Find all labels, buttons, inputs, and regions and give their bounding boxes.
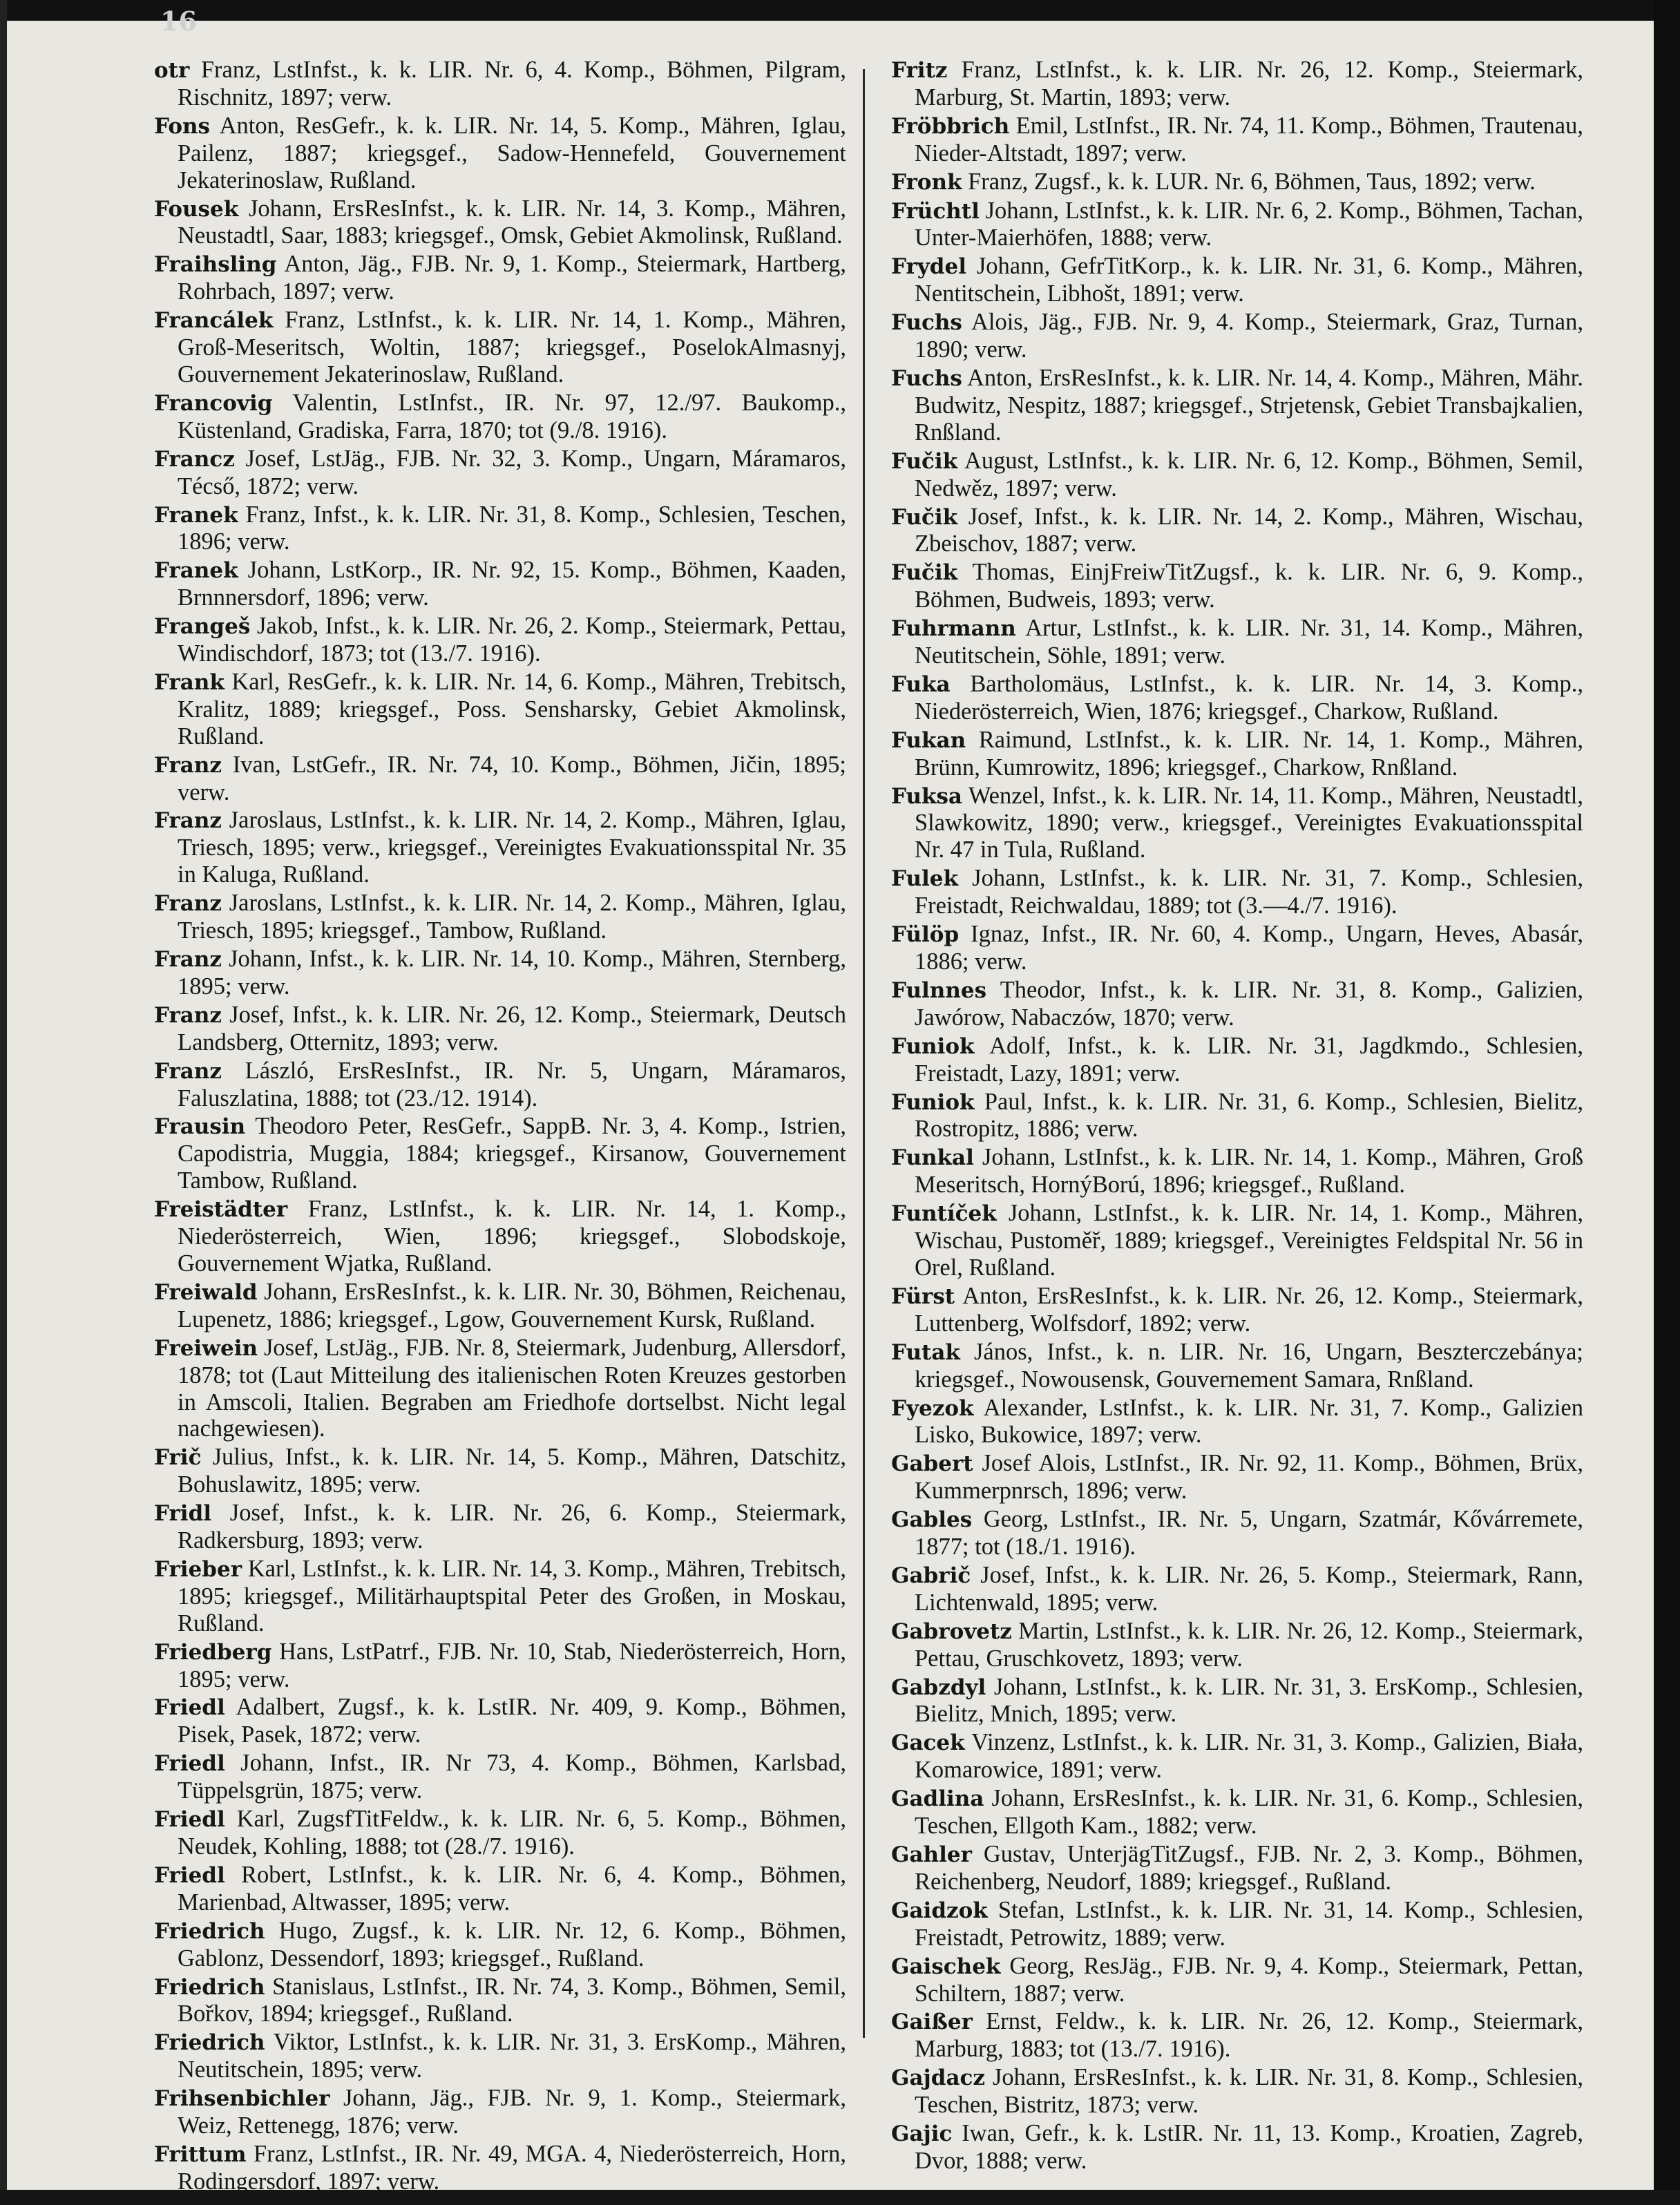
entry-details: Franz, LstInfst., k. k. LIR. Nr. 26, 12. Komp., Steiermark, Marburg, St. Martin, 1893; verw.: [915, 57, 1584, 111]
register-entry: [891, 253, 1583, 307]
register-entry: [154, 1694, 846, 1748]
entry-surname: Friedberg: [154, 1639, 272, 1665]
entry-details: Viktor, LstInfst., k. k. LIR. Nr. 31, 3. ErsKomp., Mähren, Neutitschein, 1895; verw.: [178, 2029, 846, 2083]
entry-details: Josef Alois, LstInfst., IR. Nr. 92, 11. Komp., Böhmen, Brüx, Kummerpnrsch, 1896; verw.: [915, 1450, 1584, 1505]
entry-details: Karl, ResGefr., k. k. LIR. Nr. 14, 6. Komp., Mähren, Trebitsch, Kralitz, 1889; kriegsgef., Poss. Sensharsky, Gebiet Akmolinsk, Rußland.: [178, 668, 846, 750]
entry-surname: Freiwald: [154, 1279, 258, 1305]
entry-details: Johann, LstInfst., k. k. LIR. Nr. 14, 1. Komp., Mähren, Groß Meseritsch, HornýBorú, 1896; kriegsgef., Rußland.: [915, 1144, 1583, 1199]
register-entry: [891, 1618, 1583, 1672]
entry-surname: Futak: [891, 1339, 960, 1365]
entry-surname: Franz: [154, 752, 222, 778]
entry-surname: Fulnnes: [891, 977, 987, 1003]
register-entry: [891, 783, 1583, 864]
entry-surname: Fons: [154, 113, 210, 139]
entry-surname: Gaidzok: [891, 1898, 988, 1923]
entry-surname: Frittum: [154, 2141, 247, 2167]
entry-surname: Franz: [154, 947, 222, 972]
entry-details: Johann, Infst., k. k. LIR. Nr. 14, 10. Komp., Mähren, Sternberg, 1895; verw.: [178, 946, 846, 1000]
register-entry: [154, 446, 846, 500]
register-entry: [154, 1196, 846, 1277]
entry-details: Adolf, Infst., k. k. LIR. Nr. 31, Jagdkmdo., Schlesien, Freistadt, Lazy, 1891; verw.: [915, 1032, 1583, 1087]
entry-details: Martin, LstInfst., k. k. LIR. Nr. 26, 12. Komp., Steiermark, Pettau, Gruschkovetz, 1893; verw.: [915, 1617, 1584, 1672]
entry-details: Johann, LstInfst., k. k. LIR. Nr. 14, 1. Komp., Mähren, Wischau, Pustoměř, 1889; kriegsgef., Vereinigtes Feldspital Nr. 56 in Orel, Rußland.: [915, 1200, 1583, 1281]
entry-surname: Fuhrmann: [891, 616, 1016, 642]
entry-surname: Funiok: [891, 1089, 975, 1115]
register-entry: [891, 977, 1583, 1031]
entry-surname: Friedl: [154, 1695, 225, 1721]
entry-details: László, ErsResInfst., IR. Nr. 5, Ungarn, Máramaros, Faluszlatina, 1888; tot (23./12. 1914).: [178, 1057, 847, 1111]
left-column: [154, 57, 847, 2195]
entry-details: Jaroslans, LstInfst., k. k. LIR. Nr. 14, 2. Komp., Mähren, Iglau, Triesch, 1895; kriegsgef., Tambow, Rußland.: [178, 890, 846, 944]
entry-surname: Franz: [154, 1058, 222, 1084]
entry-details: Johann, Jäg., FJB. Nr. 9, 1. Komp., Steiermark, Weiz, Rettenegg, 1876; verw.: [178, 2085, 846, 2139]
register-entry: [154, 1918, 846, 1972]
entry-surname: Franek: [154, 502, 238, 528]
entry-details: Hans, LstPatrf., FJB. Nr. 10, Stab, Niederösterreich, Horn, 1895; verw.: [178, 1638, 847, 1692]
entry-surname: Fulek: [891, 866, 958, 892]
register-entry: [154, 2085, 846, 2139]
entry-details: Johann, ErsResInfst., k. k. LIR. Nr. 31, 6. Komp., Schlesien, Teschen, Ellgoth Kam., 1882; verw.: [915, 1785, 1584, 1840]
entry-details: Stefan, LstInfst., k. k. LIR. Nr. 31, 14. Komp., Schlesien, Freistadt, Petrowitz, 1889; verw.: [915, 1896, 1583, 1951]
entry-details: Robert, LstInfst., k. k. LIR. Nr. 6, 4. Komp., Böhmen, Marienbad, Altwasser, 1895; verw.: [178, 1861, 846, 1916]
entry-surname: Gahler: [891, 1842, 972, 1867]
entry-surname: Fučik: [891, 448, 958, 474]
entry-details: Alois, Jäg., FJB. Nr. 9, 4. Komp., Steiermark, Graz, Turnan, 1890; verw.: [915, 309, 1583, 363]
entry-surname: Frydel: [891, 254, 966, 280]
register-entry: [154, 1862, 846, 1916]
register-entry: [891, 1897, 1583, 1951]
register-entry: [891, 1144, 1583, 1199]
register-entry: [154, 1058, 846, 1112]
register-entry: [891, 57, 1583, 111]
entry-details: Johann, ErsResInfst., k. k. LIR. Nr. 30, Böhmen, Reichenau, Lupenetz, 1886; kriegsgef., Lgow, Gouvernement Kursk, Rußland.: [178, 1278, 846, 1333]
entry-surname: Fučik: [891, 560, 958, 586]
register-entry: [154, 57, 846, 111]
entry-surname: Gacek: [891, 1730, 965, 1756]
entry-surname: Fousek: [154, 196, 239, 222]
entry-surname: Fuksa: [891, 783, 963, 809]
entry-surname: Friedrich: [154, 1974, 265, 2000]
register-entry: [891, 365, 1583, 446]
entry-surname: Fritz: [891, 58, 948, 83]
entry-surname: Franz: [154, 1002, 222, 1028]
entry-details: Bartholomäus, LstInfst., k. k. LIR. Nr. 14, 3. Komp., Niederösterreich, Wien, 1876; kriegsgef., Charkow, Rußland.: [915, 670, 1583, 725]
entry-surname: Fyezok: [891, 1395, 974, 1421]
entry-surname: Gabert: [891, 1451, 973, 1477]
register-entry: [891, 559, 1583, 613]
entry-surname: Funiok: [891, 1033, 975, 1059]
register-entry: [891, 1729, 1583, 1784]
entry-surname: Gadlina: [891, 1786, 984, 1812]
entry-surname: Fülöp: [891, 922, 960, 948]
register-entry: [154, 1500, 846, 1554]
entry-details: Josef, Infst., k. k. LIR. Nr. 26, 12. Komp., Steiermark, Deutsch Landsberg, Otternitz, 1893; verw.: [178, 1001, 846, 1056]
entry-details: Franz, LstInfst., k. k. LIR. Nr. 14, 1. Komp., Niederösterreich, Wien, 1896; kriegsgef., Slobodskoje, Gouvernement Wjatka, Rußland.: [178, 1196, 847, 1277]
entry-surname: Frihsenbichler: [154, 2086, 330, 2112]
entry-details: Karl, LstInfst., k. k. LIR. Nr. 14, 3. Komp., Mähren, Trebitsch, 1895; kriegsgef., Militärhauptspital Peter des Großen, in Moskau, Rußland.: [178, 1555, 846, 1636]
register-entry: [154, 1113, 846, 1194]
entry-surname: Francz: [154, 446, 235, 472]
entry-details: Josef, LstJäg., FJB. Nr. 32, 3. Komp., Ungarn, Máramaros, Técső, 1872; verw.: [178, 445, 847, 499]
entry-details: Wenzel, Infst., k. k. LIR. Nr. 14, 11. Komp., Mähren, Neustadtl, Slawkowitz, 1890; verw., kriegsgef., Vereinigtes Evakuationsspital Nr. 47 in Tula, Rußland.: [915, 782, 1583, 863]
register-entry: [891, 1562, 1583, 1616]
register-entry: [891, 1450, 1583, 1505]
entry-details: Jakob, Infst., k. k. LIR. Nr. 26, 2. Komp., Steiermark, Pettau, Windischdorf, 1873; tot (13./7. 1916).: [178, 613, 846, 667]
entry-details: Gustav, UnterjägTitZugsf., FJB. Nr. 2, 3. Komp., Böhmen, Reichenberg, Neudorf, 1889; kriegsgef., Rußland.: [915, 1841, 1583, 1895]
entry-details: Georg, LstInfst., IR. Nr. 5, Ungarn, Szatmár, Kővárremete, 1877; tot (18./1. 1916).: [915, 1506, 1583, 1560]
entry-details: Franz, LstInfst., IR. Nr. 49, MGA. 4, Niederösterreich, Horn, Rodingersdorf, 1897; verw.: [178, 2140, 846, 2195]
register-entry: [891, 504, 1583, 558]
entry-details: Johann, ErsResInfst., k. k. LIR. Nr. 14, 3. Komp., Mähren, Neustadtl, Saar, 1883; kriegsgef., Omsk, Gebiet Akmolinsk, Rußland.: [178, 195, 846, 249]
register-entry: [891, 1674, 1583, 1728]
register-entry: [891, 1395, 1583, 1449]
entry-surname: Funtíček: [891, 1201, 997, 1227]
entry-details: Franz, Zugsf., k. k. LUR. Nr. 6, Böhmen, Taus, 1892; verw.: [968, 168, 1536, 195]
entry-details: Ivan, LstGefr., IR. Nr. 74, 10. Komp., Böhmen, Jičin, 1895; verw.: [178, 751, 846, 805]
entry-surname: Frangeš: [154, 614, 251, 640]
entry-details: Franz, LstInfst., k. k. LIR. Nr. 14, 1. Komp., Mähren, Groß-Meseritsch, Woltin, 1887; kriegsgef., PoselokAlmasnyj, Gouvernement Jekaterinoslaw, Rußland.: [178, 307, 846, 388]
page-number: 16: [160, 6, 197, 37]
register-entry: [154, 1806, 846, 1860]
entry-surname: Franz: [154, 808, 222, 834]
entry-surname: Gabzdyl: [891, 1674, 986, 1700]
register-entry: [891, 198, 1583, 252]
entry-surname: Fuka: [891, 671, 951, 697]
register-entry: [891, 1841, 1583, 1896]
entry-details: Johann, Infst., IR. Nr 73, 4. Komp., Böhmen, Karlsbad, Tüppelsgrün, 1875; verw.: [178, 1750, 846, 1804]
entry-details: Theodor, Infst., k. k. LIR. Nr. 31, 8. Komp., Galizien, Jawórow, Nabaczów, 1870; verw.: [915, 976, 1583, 1031]
register-entry: [154, 113, 846, 194]
right-column: [891, 57, 1584, 2174]
entry-details: Georg, ResJäg., FJB. Nr. 9, 4. Komp., Steiermark, Pettan, Schiltern, 1887; verw.: [915, 1952, 1583, 2007]
entry-details: Julius, Infst., k. k. LIR. Nr. 14, 5. Komp., Mähren, Datschitz, Bohuslawitz, 1895; verw.: [178, 1444, 846, 1498]
entry-surname: Frieber: [154, 1556, 242, 1582]
register-entry: [891, 2064, 1583, 2119]
entry-details: Anton, ErsResInfst., k. k. LIR. Nr. 26, 12. Komp., Steiermark, Luttenberg, Wolfsdorf, 1892; verw.: [915, 1282, 1583, 1337]
entry-surname: Gabrovetz: [891, 1619, 1012, 1644]
entry-details: Artur, LstInfst., k. k. LIR. Nr. 31, 14. Komp., Mähren, Neutitschein, Söhle, 1891; verw.: [915, 615, 1583, 669]
entry-details: Jaroslaus, LstInfst., k. k. LIR. Nr. 14, 2. Komp., Mähren, Iglau, Triesch, 1895; verw., kriegsgef., Vereinigtes Evakuationsspital Nr. 35 in Kaluga, Rußland.: [178, 807, 846, 888]
entry-details: Josef, Infst., k. k. LIR. Nr. 26, 5. Komp., Steiermark, Rann, Lichtenwald, 1895; verw.: [915, 1561, 1584, 1616]
scan-border-right: [1654, 0, 1680, 2205]
entry-surname: Fukan: [891, 727, 966, 753]
register-entry: [154, 502, 846, 556]
register-entry: [154, 1444, 846, 1498]
register-entry: [154, 1002, 846, 1056]
entry-details: August, LstInfst., k. k. LIR. Nr. 6, 12. Komp., Böhmen, Semil, Nedwěz, 1897; verw.: [915, 447, 1583, 502]
entry-details: Josef, LstJäg., FJB. Nr. 8, Steiermark, Judenburg, Allersdorf, 1878; tot (Laut Mitteilung des italienischen Roten Kreuzes gestorben in Amscoli, Italien. Begraben am Friedhofe dortselbst. Nicht legal nachgewiesen).: [178, 1334, 847, 1442]
entry-details: János, Infst., k. n. LIR. Nr. 16, Ungarn, Beszterczebánya; kriegsgef., Nowousensk, Gouvernement Samara, Rnßland.: [915, 1338, 1583, 1393]
register-entry: [891, 671, 1583, 725]
entry-details: Josef, Infst., k. k. LIR. Nr. 26, 6. Komp., Steiermark, Radkersburg, 1893; verw.: [178, 1500, 847, 1554]
register-entry: [891, 1200, 1583, 1281]
entry-details: Johann, LstInfst., k. k. LIR. Nr. 6, 2. Komp., Böhmen, Tachan, Unter-Maierhöfen, 1888; verw.: [915, 197, 1583, 251]
entry-details: Anton, Jäg., FJB. Nr. 9, 1. Komp., Steiermark, Hartberg, Rohrbach, 1897; verw.: [178, 251, 846, 305]
register-entry: [154, 2141, 846, 2195]
entry-surname: Gaischek: [891, 1954, 1001, 1979]
entry-details: Anton, ErsResInfst., k. k. LIR. Nr. 14, 4. Komp., Mähren, Mähr. Budwitz, Nespitz, 1887; kriegsgef., Strjetensk, Gebiet Transbajkalien, Rnßland.: [915, 364, 1583, 446]
register-entry: [154, 251, 846, 305]
register-entry: [154, 2029, 846, 2083]
register-entry: [891, 1506, 1583, 1560]
register-entry: [891, 1785, 1583, 1840]
entry-surname: Franz: [154, 891, 222, 917]
entry-details: Hugo, Zugsf., k. k. LIR. Nr. 12, 6. Komp., Böhmen, Gablonz, Dessendorf, 1893; kriegsgef., Rußland.: [178, 1917, 847, 1972]
entry-details: Valentin, LstInfst., IR. Nr. 97, 12./97. Baukomp., Küstenland, Gradiska, Farra, 1870; tot (9./8. 1916).: [178, 389, 846, 443]
entry-details: Ernst, Feldw., k. k. LIR. Nr. 26, 12. Komp., Steiermark, Marburg, 1883; tot (13./7. 1916).: [915, 2008, 1583, 2063]
entry-surname: Freistädter: [154, 1197, 288, 1223]
register-entry: [154, 557, 846, 611]
entry-details: Iwan, Gefr., k. k. LstIR. Nr. 11, 13. Komp., Kroatien, Zagreb, Dvor, 1888; verw.: [915, 2120, 1583, 2174]
register-entry: [891, 1953, 1583, 2007]
register-entry: [154, 390, 846, 444]
entry-details: Johann, LstInfst., k. k. LIR. Nr. 31, 3. ErsKomp., Schlesien, Bielitz, Mnich, 1895; verw.: [915, 1673, 1584, 1728]
scan-border-left: [0, 0, 7, 2205]
entry-details: Johann, ErsResInfst., k. k. LIR. Nr. 31, 8. Komp., Schlesien, Teschen, Bistritz, 1873; verw.: [915, 2064, 1584, 2119]
entry-surname: Frank: [154, 669, 225, 695]
register-entry: [154, 1279, 846, 1333]
register-entry: [891, 309, 1583, 363]
entry-details: Vinzenz, LstInfst., k. k. LIR. Nr. 31, 3. Komp., Galizien, Biała, Komarowice, 1891; verw.: [915, 1729, 1583, 1784]
entry-surname: Fronk: [891, 169, 962, 195]
entry-surname: otr: [154, 58, 190, 83]
entry-details: Adalbert, Zugsf., k. k. LstIR. Nr. 409, 9. Komp., Böhmen, Pisek, Pasek, 1872; verw.: [178, 1694, 846, 1748]
entry-surname: Fučik: [891, 504, 958, 530]
register-entry: [154, 307, 846, 388]
entry-surname: Gaißer: [891, 2010, 973, 2035]
entry-details: Alexander, LstInfst., k. k. LIR. Nr. 31, 7. Komp., Galizien Lisko, Bukowice, 1897; verw.: [915, 1394, 1583, 1449]
entry-surname: Franek: [154, 558, 238, 584]
entry-surname: Gajic: [891, 2121, 953, 2147]
register-entry: [891, 727, 1583, 781]
register-entry: [891, 448, 1583, 502]
entry-surname: Früchtl: [891, 198, 980, 224]
register-entry: [891, 1283, 1583, 1337]
column-divider: [863, 69, 865, 2038]
register-entry: [154, 946, 846, 1000]
entry-details: Emil, LstInfst., IR. Nr. 74, 11. Komp., Böhmen, Trautenau, Nieder-Altstadt, 1897; verw.: [915, 112, 1583, 166]
entry-details: Raimund, LstInfst., k. k. LIR. Nr. 14, 1. Komp., Mähren, Brünn, Kumrowitz, 1896; kriegsgef., Charkow, Rnßland.: [915, 726, 1583, 781]
entry-surname: Friedl: [154, 1862, 225, 1888]
entry-surname: Gables: [891, 1507, 973, 1533]
register-entry: [154, 1335, 846, 1443]
register-entry: [154, 613, 846, 667]
entry-surname: Gajdacz: [891, 2065, 986, 2091]
register-entry: [154, 195, 846, 250]
register-entry: [154, 752, 846, 806]
entry-surname: Gabrič: [891, 1563, 971, 1588]
entry-surname: Frič: [154, 1445, 202, 1471]
register-entry: [154, 1974, 846, 2028]
entry-surname: Francovig: [154, 390, 273, 416]
entry-details: Johann, GefrTitKorp., k. k. LIR. Nr. 31, 6. Komp., Mähren, Nentitschein, Libhošt, 1891; verw.: [915, 253, 1584, 307]
register-entry: [154, 807, 846, 888]
entry-surname: Friedl: [154, 1807, 225, 1833]
entry-surname: Fuchs: [891, 310, 962, 336]
entry-details: Anton, ResGefr., k. k. LIR. Nr. 14, 5. Komp., Mähren, Iglau, Pailenz, 1887; kriegsgef., Sadow-Hennefeld, Gouvernement Jekaterinoslaw, Rußland.: [178, 112, 846, 193]
entry-surname: Friedrich: [154, 1918, 265, 1944]
entry-details: Thomas, EinjFreiwTitZugsf., k. k. LIR. Nr. 6, 9. Komp., Böhmen, Budweis, 1893; verw.: [915, 559, 1583, 613]
entry-surname: Francálek: [154, 308, 274, 334]
register-entry: [891, 2120, 1583, 2175]
register-entry: [891, 1339, 1583, 1393]
register-entry: [154, 1639, 846, 1693]
entry-details: Franz, Infst., k. k. LIR. Nr. 31, 8. Komp., Schlesien, Teschen, 1896; verw.: [178, 501, 846, 555]
entry-surname: Fridl: [154, 1501, 212, 1527]
register-entry: [891, 169, 1583, 196]
entry-surname: Fröbbrich: [891, 113, 1010, 139]
entry-details: Stanislaus, LstInfst., IR. Nr. 74, 3. Komp., Böhmen, Semil, Bořkov, 1894; kriegsgef., Rußland.: [178, 1973, 846, 2027]
register-entry: [154, 1556, 846, 1637]
entry-surname: Frausin: [154, 1114, 246, 1140]
register-entry: [891, 1033, 1583, 1087]
register-entry: [891, 2008, 1583, 2063]
entry-details: Josef, Infst., k. k. LIR. Nr. 14, 2. Komp., Mähren, Wischau, Zbeischov, 1887; verw.: [915, 503, 1584, 557]
register-entry: [154, 890, 846, 944]
entry-details: Franz, LstInfst., k. k. LIR. Nr. 6, 4. Komp., Böhmen, Pilgram, Rischnitz, 1897; verw.: [178, 57, 847, 111]
entry-surname: Fraihsling: [154, 252, 277, 278]
entry-details: Johann, LstKorp., IR. Nr. 92, 15. Komp., Böhmen, Kaaden, Brnnnersdorf, 1896; verw.: [178, 557, 846, 611]
entry-details: Theodoro Peter, ResGefr., SappB. Nr. 3, 4. Komp., Istrien, Capodistria, Muggia, 1884; kriegsgef., Kirsanow, Gouvernement Tambow, Rußland.: [178, 1113, 846, 1194]
register-entry: [891, 1089, 1583, 1143]
entry-surname: Freiwein: [154, 1335, 258, 1361]
register-entry: [891, 615, 1583, 669]
entry-surname: Fuchs: [891, 365, 962, 391]
entry-surname: Funkal: [891, 1145, 974, 1171]
entry-details: Paul, Infst., k. k. LIR. Nr. 31, 6. Komp., Schlesien, Bielitz, Rostropitz, 1886; verw.: [915, 1088, 1583, 1143]
entry-surname: Friedrich: [154, 2030, 265, 2056]
entry-surname: Fürst: [891, 1283, 955, 1309]
entry-details: Ignaz, Infst., IR. Nr. 60, 4. Komp., Ungarn, Heves, Abasár, 1886; verw.: [915, 921, 1584, 975]
register-entry: [891, 865, 1583, 919]
register-entry: [891, 921, 1583, 975]
register-entry: [154, 669, 846, 750]
register-entry: [154, 1750, 846, 1804]
entry-details: Karl, ZugsfTitFeldw., k. k. LIR. Nr. 6, 5. Komp., Böhmen, Neudek, Kohling, 1888; tot (28./7. 1916).: [178, 1806, 846, 1860]
scan-border-top: [0, 0, 1680, 21]
entry-details: Johann, LstInfst., k. k. LIR. Nr. 31, 7. Komp., Schlesien, Freistadt, Reichwaldau, 1889; tot (3.—4./7. 1916).: [915, 865, 1584, 919]
register-entry: [891, 113, 1583, 167]
entry-surname: Friedl: [154, 1751, 225, 1777]
